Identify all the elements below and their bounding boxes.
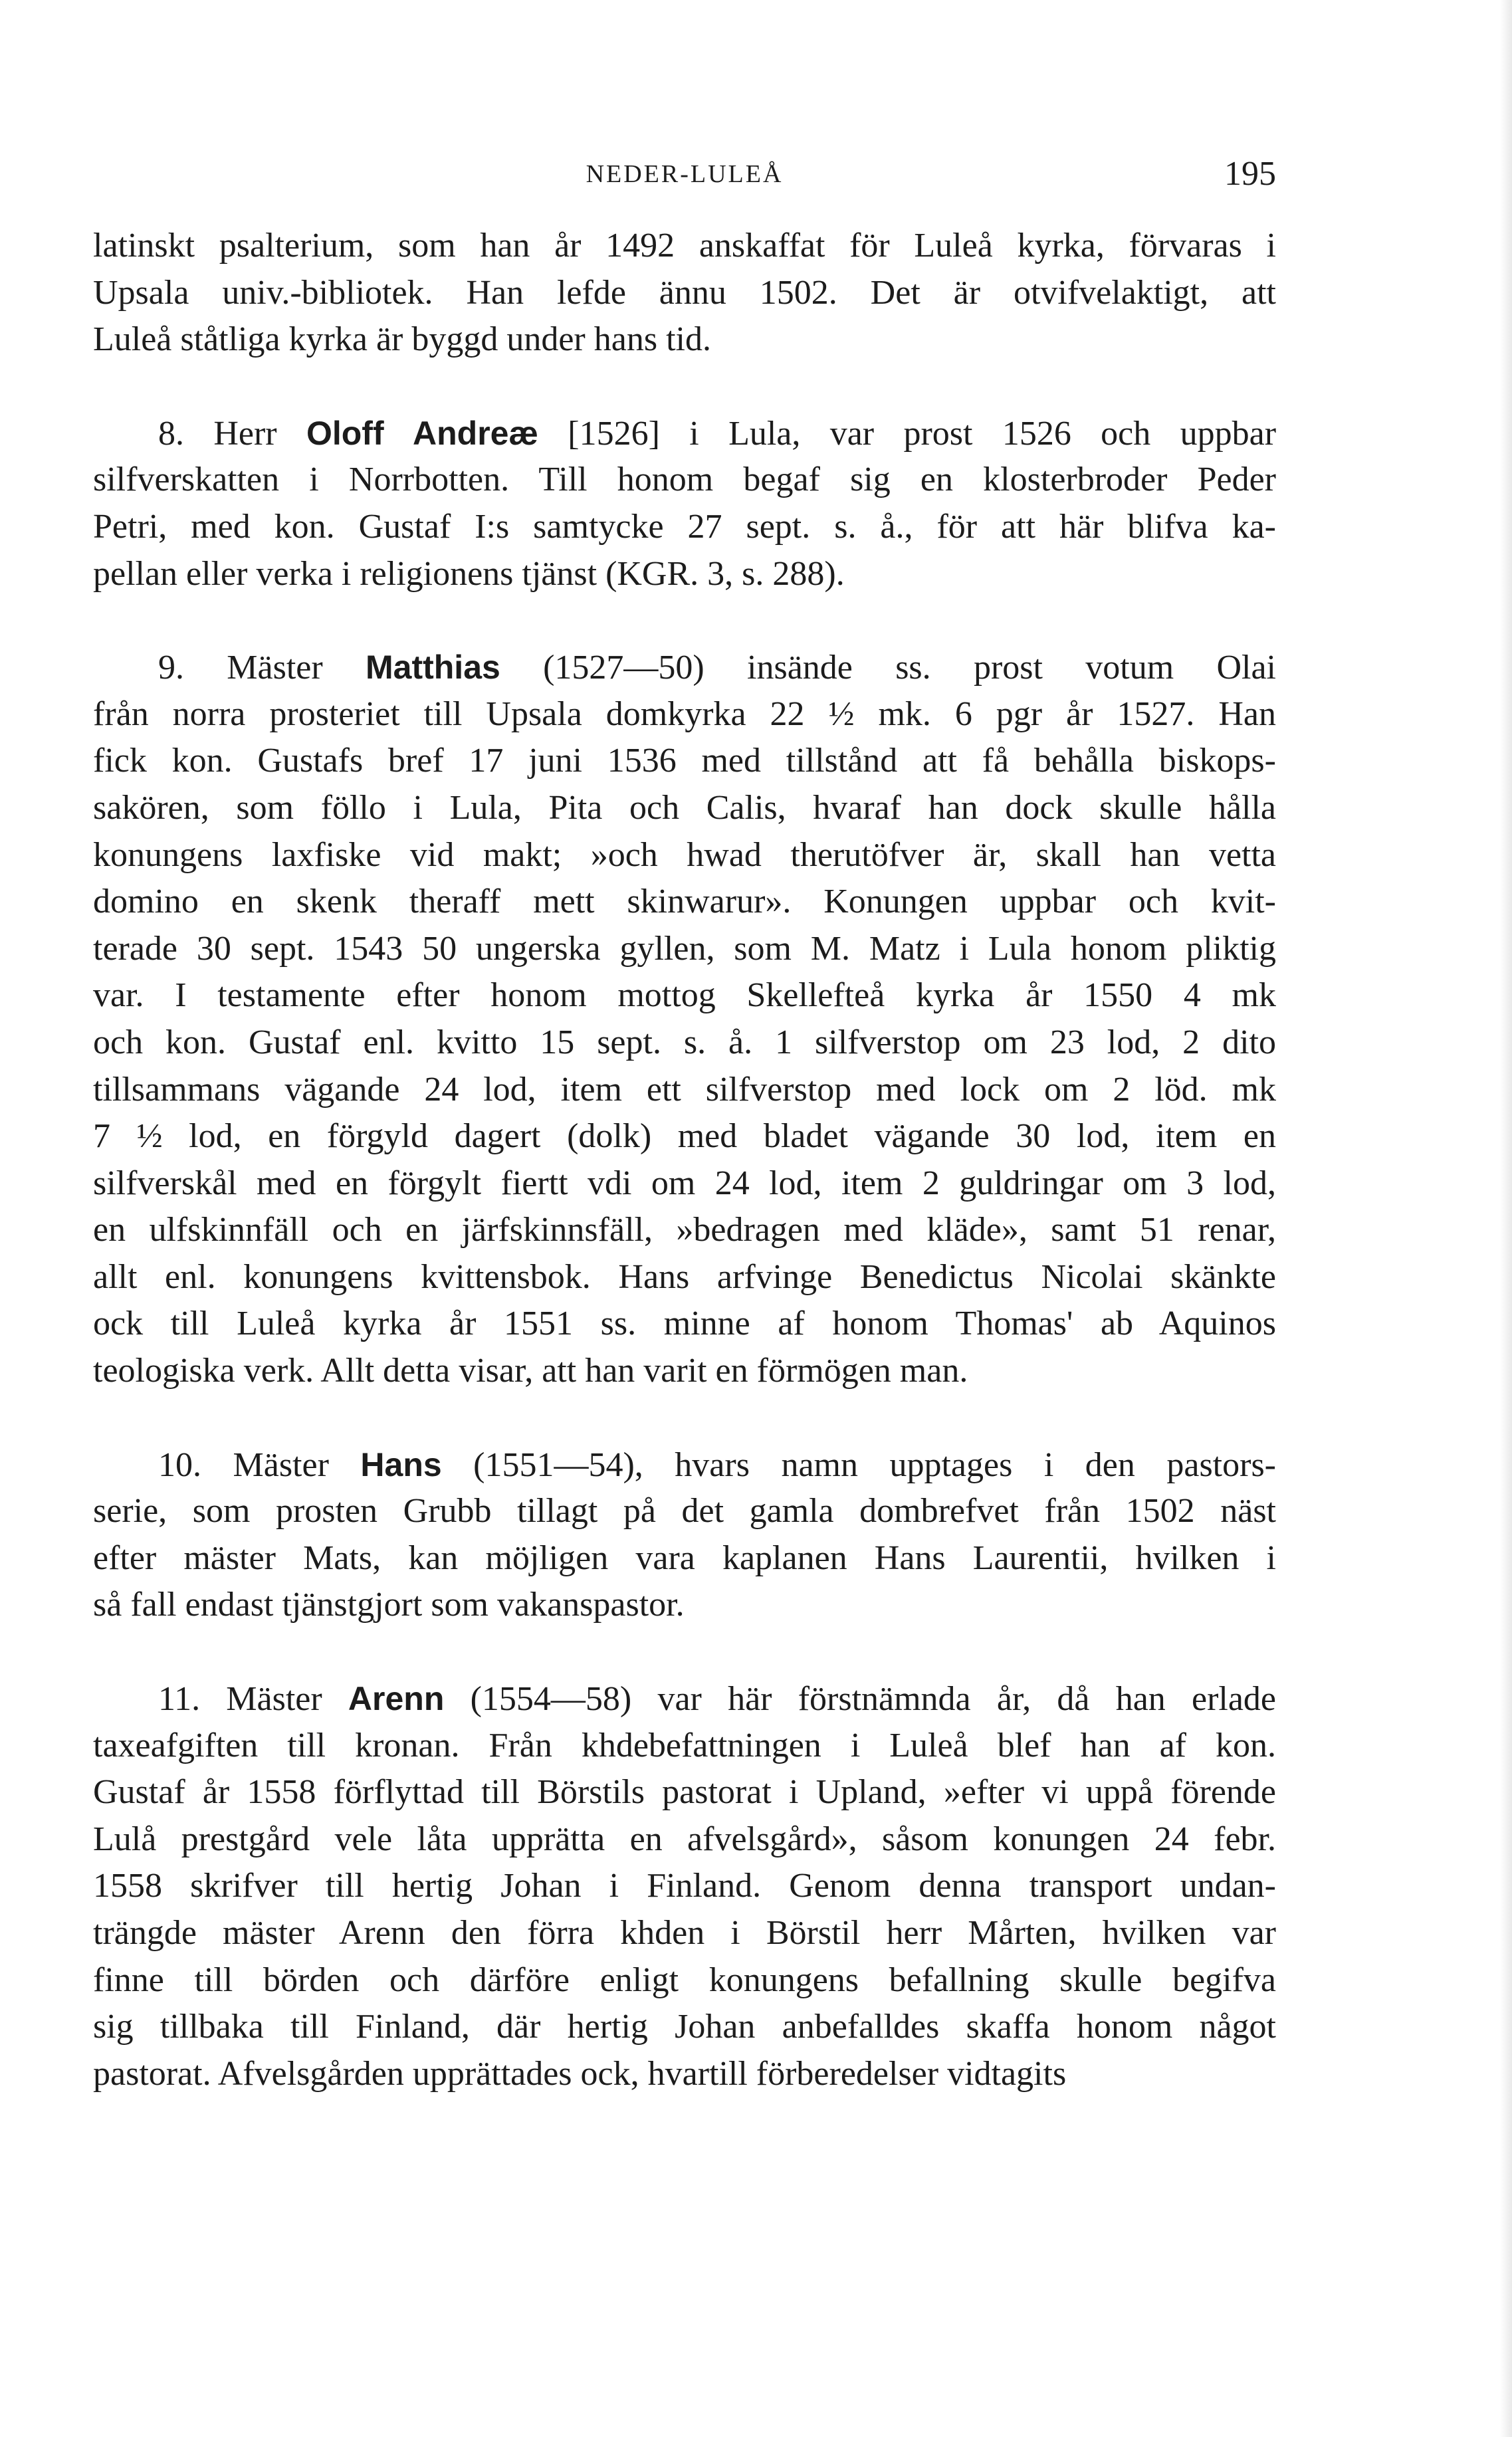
- text-run: (1527—50) insände ss. prost votum Olai: [500, 649, 1276, 687]
- text-run: trängde mäster Arenn den förra khden i Börstil herr Mårten, hvilken var: [93, 1914, 1276, 1952]
- text-line: [93, 1910, 1276, 1957]
- text-run: från norra prosteriet till Upsala domkyrka 22 ½ mk. 6 pgr år 1527. Han: [93, 694, 1276, 733]
- text-run: teologiska verk. Allt detta visar, att han varit en förmögen man.: [93, 1352, 968, 1390]
- text-line: [93, 1769, 1276, 1816]
- person-name: Matthias: [366, 649, 500, 687]
- text-line: [93, 270, 1276, 317]
- text-run: silfverskatten i Norrbotten. Till honom begaf sig en klosterbroder Peder: [93, 461, 1276, 499]
- text-line: [93, 1488, 1276, 1535]
- text-run: (1551—54), hvars namn upptages i den pastors-: [441, 1445, 1276, 1484]
- text-line: [93, 410, 1276, 457]
- text-line: [93, 1160, 1276, 1208]
- text-line: [93, 691, 1276, 738]
- body-text: [93, 223, 1276, 2097]
- running-title: NEDER-LULEÅ: [586, 160, 784, 188]
- page-number: 195: [1224, 155, 1276, 193]
- text-line: [93, 1113, 1276, 1160]
- text-line: [93, 926, 1276, 973]
- text-run: 8. Herr: [158, 414, 306, 453]
- text-run: allt enl. konungens kvittensbok. Hans arfvinge Benedictus Nicolai skänkte: [93, 1257, 1276, 1296]
- paragraph: [93, 410, 1276, 597]
- person-name: Hans: [360, 1445, 442, 1483]
- text-line: [93, 1957, 1276, 2004]
- text-run: (1554—58) var här förstnämnda år, då han erlade: [444, 1680, 1276, 1719]
- text-line: [93, 1441, 1276, 1489]
- text-line: [93, 644, 1276, 691]
- text-line: [93, 1348, 1276, 1395]
- text-line: [93, 1863, 1276, 1910]
- text-run: 10. Mäster: [158, 1445, 361, 1484]
- text-line: [93, 1723, 1276, 1770]
- text-run: latinskt psalterium, som han år 1492 anskaffat för Luleå kyrka, förvaras i: [93, 227, 1276, 265]
- text-run: en ulfskinnfäll och en järfskinnsfäll, »bedragen med kläde», samt 51 renar,: [93, 1211, 1276, 1249]
- text-run: silfverskål med en förgylt fiertt vdi om 24 lod, item 2 guldringar om 3 lod,: [93, 1164, 1276, 1202]
- text-run: 1558 skrifver till hertig Johan i Finland. Genom denna transport undan-: [93, 1867, 1276, 1905]
- text-line: [93, 457, 1276, 504]
- text-run: konungens laxfiske vid makt; »och hwad therutöfver är, skall han vetta: [93, 835, 1276, 874]
- paragraph: [93, 1675, 1276, 2097]
- text-run: sig tillbaka till Finland, där hertig Johan anbefalldes skaffa honom något: [93, 2008, 1276, 2046]
- text-run: så fall endast tjänstgjort som vakanspastor.: [93, 1586, 685, 1624]
- text-line: [93, 1582, 1276, 1629]
- text-run: finne till börden och därföre enligt konungens befallning skulle begifva: [93, 1960, 1276, 1999]
- text-line: [93, 316, 1276, 364]
- text-run: Luleå ståtliga kyrka är byggd under hans tid.: [93, 320, 711, 359]
- text-line: [93, 1535, 1276, 1582]
- text-line: [93, 738, 1276, 785]
- text-run: tillsammans vägande 24 lod, item ett silfverstop med lock om 2 löd. mk: [93, 1070, 1276, 1109]
- text-run: domino en skenk theraff mett skinwarur». Konungen uppbar och kvit-: [93, 883, 1276, 921]
- running-head: [93, 154, 1276, 201]
- text-line: [93, 1019, 1276, 1067]
- text-run: serie, som prosten Grubb tillagt på det gamla dombrefvet från 1502 näst: [93, 1492, 1276, 1531]
- text-line: [93, 972, 1276, 1019]
- page-edge: [1500, 0, 1512, 2437]
- text-line: [93, 785, 1276, 832]
- text-run: 11. Mäster: [158, 1680, 348, 1719]
- text-run: Petri, med kon. Gustaf I:s samtycke 27 sept. s. å., för att här blifva ka-: [93, 507, 1276, 546]
- text-run: efter mäster Mats, kan möjligen vara kaplanen Hans Laurentii, hvilken i: [93, 1538, 1276, 1577]
- text-run: 9. Mäster: [158, 649, 366, 687]
- text-line: [93, 223, 1276, 270]
- text-run: pastorat. Afvelsgården upprättades ock, hvartill förberedelser vidtagits: [93, 2054, 1067, 2093]
- text-line: [93, 1207, 1276, 1254]
- text-run: ock till Luleå kyrka år 1551 ss. minne af honom Thomas' ab Aquinos: [93, 1305, 1276, 1343]
- text-run: fick kon. Gustafs bref 17 juni 1536 med tillstånd att få behålla biskops-: [93, 742, 1276, 780]
- text-run: Gustaf år 1558 förflyttad till Börstils pastorat i Upland, »efter vi uppå förende: [93, 1773, 1276, 1812]
- text-run: Lulå prestgård vele låta upprätta en afvelsgård», såsom konungen 24 febr.: [93, 1820, 1276, 1858]
- text-run: [1526] i Lula, var prost 1526 och uppbar: [538, 414, 1276, 453]
- text-line: [93, 1254, 1276, 1301]
- text-line: [93, 832, 1276, 879]
- text-line: [93, 1067, 1276, 1114]
- text-line: [93, 1301, 1276, 1348]
- text-run: taxeafgiften till kronan. Från khdebefattningen i Luleå blef han af kon.: [93, 1726, 1276, 1764]
- person-name: Arenn: [348, 1680, 445, 1718]
- text-line: [93, 2004, 1276, 2051]
- text-line: [93, 1675, 1276, 1723]
- text-run: terade 30 sept. 1543 50 ungerska gyllen, som M. Matz i Lula honom pliktig: [93, 929, 1276, 968]
- text-run: Upsala univ.-bibliotek. Han lefde ännu 1502. Det är otvifvelaktigt, att: [93, 273, 1276, 312]
- text-run: sakören, som föllo i Lula, Pita och Calis, hvaraf han dock skulle hålla: [93, 788, 1276, 827]
- text-run: pellan eller verka i religionens tjänst (KGR. 3, s. 288).: [93, 554, 845, 593]
- text-run: var. I testamente efter honom mottog Skellefteå kyrka år 1550 4 mk: [93, 976, 1276, 1015]
- person-name: Oloff Andreæ: [306, 414, 538, 452]
- text-run: och kon. Gustaf enl. kvitto 15 sept. s. å. 1 silfverstop om 23 lod, 2 dito: [93, 1023, 1276, 1061]
- paragraph: [93, 1441, 1276, 1629]
- text-line: [93, 879, 1276, 926]
- paragraph: [93, 644, 1276, 1395]
- text-line: [93, 504, 1276, 551]
- text-line: [93, 2051, 1276, 2098]
- text-run: 7 ½ lod, en förgyld dagert (dolk) med bladet vägande 30 lod, item en: [93, 1117, 1276, 1156]
- paragraph: [93, 223, 1276, 364]
- text-line: [93, 1816, 1276, 1863]
- text-line: [93, 551, 1276, 598]
